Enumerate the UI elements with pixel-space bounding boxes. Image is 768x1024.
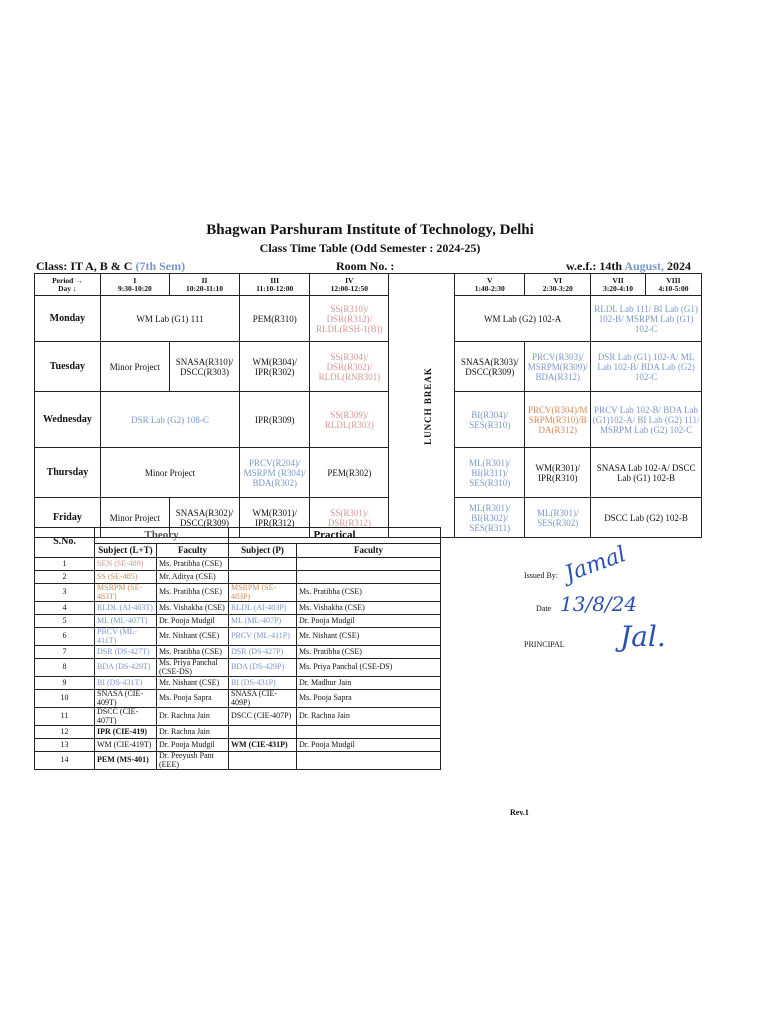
theory-cell: RLDL (AI-403T) (95, 602, 157, 615)
slot: SS(R309)/ RLDL(R303) (310, 392, 389, 448)
slot: SS(R304)/ DSR(R302)/ RLDL(RNB301) (310, 342, 389, 392)
faculty-cell: Ms. Pratibha (CSE) (297, 584, 441, 602)
faculty-cell: Ms. Priya Panchal (CSE-DS) (157, 659, 229, 677)
subject-row (35, 584, 441, 602)
sno-cell: 12 (35, 726, 95, 739)
day-label: Monday (35, 296, 101, 342)
slot: DSR Lab (G1) 102-A/ ML Lab 102-B/ BDA Lab (G2) 102-C (591, 342, 702, 392)
faculty-p-header: Faculty (297, 544, 441, 558)
subject-header-row-2 (35, 544, 441, 558)
slot: SNASA(R303)/ DSCC(R309) (455, 342, 525, 392)
theory-header: Theory (95, 528, 229, 544)
subject-table (34, 527, 441, 770)
period-2: II 10:20-11:10 (169, 274, 239, 296)
theory-cell: IPR (CIE-419) (95, 726, 157, 739)
subject-row (35, 558, 441, 571)
period-1: I 9:30-10:20 (100, 274, 169, 296)
slot: Minor Project (100, 448, 239, 498)
subject-row (35, 690, 441, 708)
wef-label: w.e.f.: 14th August, 2024 (566, 259, 692, 273)
practical-cell: PRCV (ML-411P) (229, 628, 297, 646)
practical-cell: BDA (DS-429P) (229, 659, 297, 677)
practical-cell (229, 558, 297, 571)
subject-row (35, 708, 441, 726)
theory-cell: BDA (DS-429T) (95, 659, 157, 677)
period-4: IV 12:00-12:50 (310, 274, 389, 296)
subject-row (35, 615, 441, 628)
practical-cell: DSCC (CIE-407P) (229, 708, 297, 726)
practical-cell: BI (DS-431P) (229, 677, 297, 690)
timetable-subtitle: Class Time Table (Odd Semester : 2024-25) (259, 241, 481, 255)
day-label: Wednesday (35, 392, 101, 448)
theory-cell: PRCV (ML-411T) (95, 628, 157, 646)
theory-cell: DSR (DS-427T) (95, 646, 157, 659)
slot: ML(R301)/ SES(R302) (525, 498, 591, 538)
slot: PEM(R302) (310, 448, 389, 498)
subject-row (35, 602, 441, 615)
slot: RLDL Lab 111/ BI Lab (G1) 102-B/ MSRPM Lab (G1) 102-C (591, 296, 702, 342)
slot: ML(R301)/ BI(R302)/ SES(R311) (455, 498, 525, 538)
faculty-cell: Ms. Pratibha (CSE) (157, 584, 229, 602)
period-7: VII 3:20-4:10 (591, 274, 646, 296)
slot: ML(R301)/ BI(R311)/ SES(R310) (455, 448, 525, 498)
period-header-row (35, 274, 702, 296)
faculty-cell: Dr. Pooja Mudgil (157, 739, 229, 752)
sno-cell: 8 (35, 659, 95, 677)
timetable (34, 273, 702, 538)
practical-cell: WM (CIE-431P) (229, 739, 297, 752)
subject-p-header: Subject (P) (229, 544, 297, 558)
faculty-cell: Mr. Aditya (CSE) (157, 571, 229, 584)
period-5: V 1:40-2:30 (455, 274, 525, 296)
day-row-thursday (35, 448, 702, 498)
faculty-cell: Dr. Rachna Jain (157, 708, 229, 726)
practical-cell: ML (ML-407P) (229, 615, 297, 628)
faculty-cell (297, 726, 441, 739)
faculty-cell: Ms. Vishakha (CSE) (157, 602, 229, 615)
slot: Minor Project (100, 498, 169, 538)
subject-row (35, 677, 441, 690)
faculty-cell (297, 558, 441, 571)
practical-cell: SNASA (CIE-409P) (229, 690, 297, 708)
faculty-header: Faculty (157, 544, 229, 558)
day-label: Thursday (35, 448, 101, 498)
slot: DSR Lab (G2) 108-C (100, 392, 239, 448)
subject-header-row-1 (35, 528, 441, 544)
slot: SNASA(R302)/ DSCC(R309) (169, 498, 239, 538)
faculty-cell: Dr. Pooja Mudgil (297, 615, 441, 628)
corner-cell: Period → Day ↓ (35, 274, 101, 296)
slot: PRCV(R204)/ MSRPM (R304)/ BDA(R302) (240, 448, 310, 498)
faculty-cell: Dr. Madhur Jain (297, 677, 441, 690)
slot: WM(R301)/ IPR(R312) (240, 498, 310, 538)
principal-label: PRINCIPAL (524, 640, 565, 649)
practical-cell (229, 726, 297, 739)
faculty-cell: Dr. Pooja Mudgil (157, 615, 229, 628)
subject-row (35, 628, 441, 646)
sno-cell: 4 (35, 602, 95, 615)
issued-by-label: Issued By: (524, 571, 558, 580)
subject-lt-header: Subject (L+T) (95, 544, 157, 558)
practical-cell (229, 752, 297, 770)
slot: WM(R304)/ IPR(R302) (240, 342, 310, 392)
sno-cell: 7 (35, 646, 95, 659)
practical-cell (229, 571, 297, 584)
faculty-cell: Ms. Vishakha (CSE) (297, 602, 441, 615)
faculty-cell: Dr. Rachna Jain (297, 708, 441, 726)
sno-cell: 2 (35, 571, 95, 584)
subject-row (35, 646, 441, 659)
theory-cell: PEM (MS-401) (95, 752, 157, 770)
faculty-cell (297, 752, 441, 770)
slot: SS(R301)/ DSR(R312) (310, 498, 389, 538)
theory-cell: SEN (SE-489) (95, 558, 157, 571)
sno-cell: 1 (35, 558, 95, 571)
faculty-cell: Mr. Nishant (CSE) (157, 628, 229, 646)
slot: PEM(R310) (240, 296, 310, 342)
theory-cell: ML (ML-407T) (95, 615, 157, 628)
slot: SNASA Lab 102-A/ DSCC Lab (G1) 102-B (591, 448, 702, 498)
slot: SNASA(R310)/ DSCC(R303) (169, 342, 239, 392)
sno-cell: 6 (35, 628, 95, 646)
issued-by-signature: Jamal (561, 541, 630, 588)
theory-cell: WM (CIE-419T) (95, 739, 157, 752)
sno-cell: 13 (35, 739, 95, 752)
slot: IPR(R309) (240, 392, 310, 448)
faculty-cell: Ms. Pooja Sapra (297, 690, 441, 708)
slot: BI(R304)/ SES(R310) (455, 392, 525, 448)
day-label: Friday (35, 498, 101, 538)
sno-cell: 10 (35, 690, 95, 708)
faculty-cell (297, 571, 441, 584)
subject-row (35, 752, 441, 770)
sno-cell: 9 (35, 677, 95, 690)
principal-signature: Jal. (620, 620, 666, 653)
faculty-cell: Mr. Nishant (CSE) (157, 677, 229, 690)
day-row-tuesday (35, 342, 702, 392)
lunch-break: LUNCH BREAK (389, 274, 455, 538)
slot: DSCC Lab (G2) 102-B (591, 498, 702, 538)
practical-cell: MSRPM (SE-483P) (229, 584, 297, 602)
period-6: VI 2:30-3:20 (525, 274, 591, 296)
day-label: Tuesday (35, 342, 101, 392)
revision-label: Rev.1 (510, 808, 529, 817)
faculty-cell: Ms. Pooja Sapra (157, 690, 229, 708)
subject-row (35, 739, 441, 752)
theory-cell: DSCC (CIE-407T) (95, 708, 157, 726)
faculty-cell: Dr. Pooja Mudgil (297, 739, 441, 752)
day-row-wednesday (35, 392, 702, 448)
theory-cell: MSRPM (SE-483T) (95, 584, 157, 602)
sno-header: S.No. (35, 528, 95, 558)
practical-cell: RLDL (AI-403P) (229, 602, 297, 615)
date-value: 13/8/24 (560, 592, 638, 616)
slot: PRCV(R304)/M SRPM(R310)/B DA(R312) (525, 392, 591, 448)
slot: Minor Project (100, 342, 169, 392)
day-row-monday (35, 296, 702, 342)
faculty-cell: Dr. Rachna Jain (157, 726, 229, 739)
theory-cell: SNASA (CIE-409T) (95, 690, 157, 708)
faculty-cell: Ms. Priya Panchal (CSE-DS) (297, 659, 441, 677)
faculty-cell: Ms. Pratibha (CSE) (297, 646, 441, 659)
theory-cell: SS (SE-485) (95, 571, 157, 584)
faculty-cell: Dr. Peeyush Pant (EEE) (157, 752, 229, 770)
slot: WM(R301)/ IPR(R310) (525, 448, 591, 498)
faculty-cell: Ms. Pratibha (CSE) (157, 558, 229, 571)
subject-row (35, 571, 441, 584)
institute-title: Bhagwan Parshuram Institute of Technology, Delhi (206, 222, 534, 238)
slot: WM Lab (G2) 102-A (455, 296, 591, 342)
subject-row (35, 726, 441, 739)
slot: PRCV(R303)/ MSRPM(R309)/ BDA(R312) (525, 342, 591, 392)
subject-row (35, 659, 441, 677)
faculty-cell: Ms. Pratibha (CSE) (157, 646, 229, 659)
date-label: Date (536, 604, 552, 613)
sno-cell: 14 (35, 752, 95, 770)
room-label: Room No. : (336, 259, 395, 273)
sno-cell: 5 (35, 615, 95, 628)
period-3: III 11:10-12:00 (240, 274, 310, 296)
practical-cell: DSR (DS-427P) (229, 646, 297, 659)
sno-cell: 3 (35, 584, 95, 602)
faculty-cell: Mr. Nishant (CSE) (297, 628, 441, 646)
practical-header: Practical (229, 528, 441, 544)
slot: PRCV Lab 102-B/ BDA Lab (G1)102-A/ BI Lab (G2) 111/ MSRPM Lab (G2) 102-C (591, 392, 702, 448)
theory-cell: BI (DS-431T) (95, 677, 157, 690)
sno-cell: 11 (35, 708, 95, 726)
period-8: VIII 4:10-5:00 (645, 274, 701, 296)
class-label: Class: IT A, B & C (7th Sem) (36, 259, 186, 273)
slot: SS(R310)/ DSR(R312)/ RLDL(RSH-1(B)) (310, 296, 389, 342)
slot: WM Lab (G1) 111 (100, 296, 239, 342)
